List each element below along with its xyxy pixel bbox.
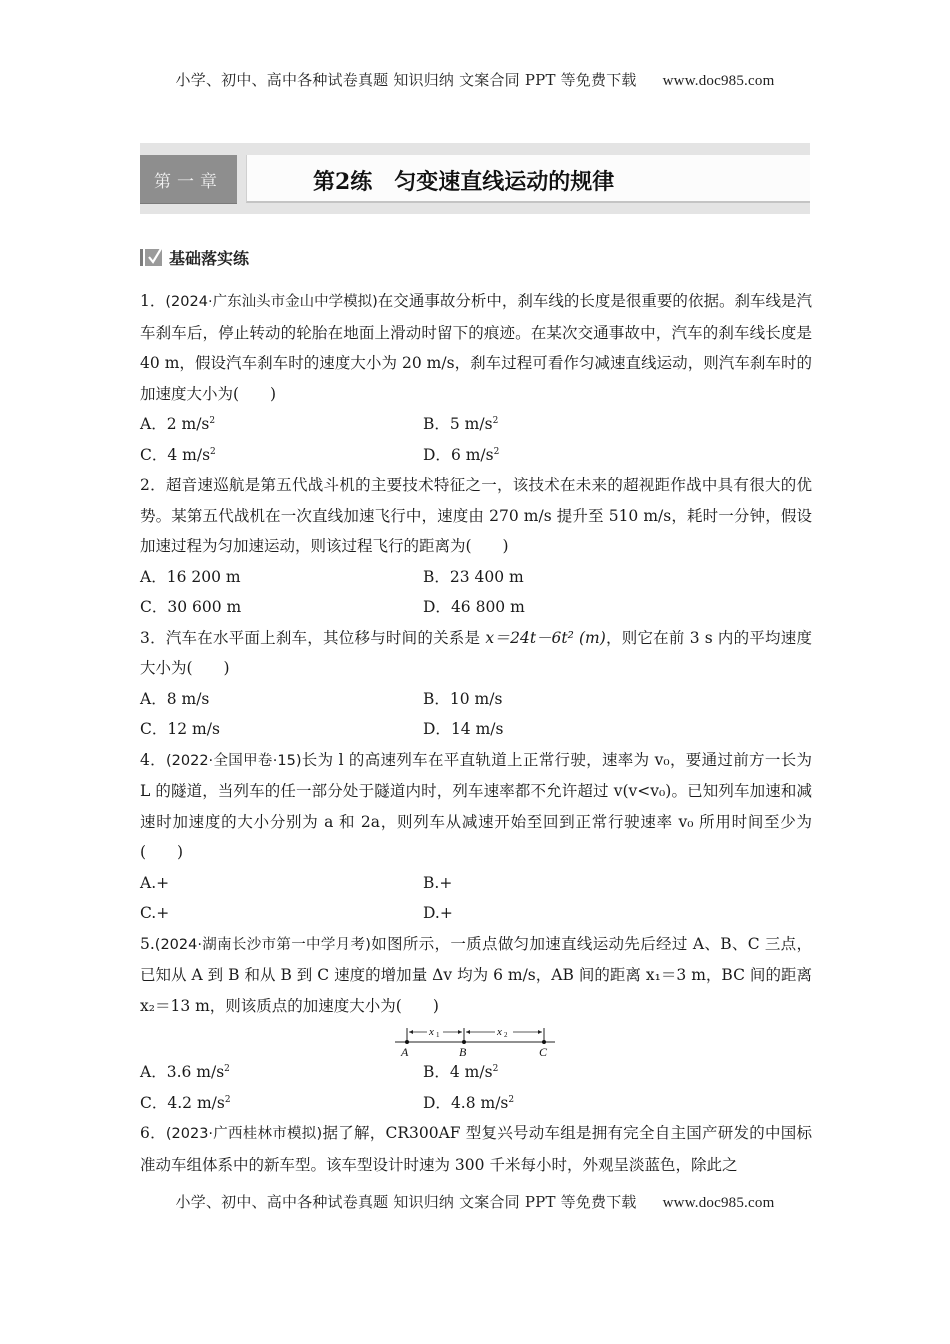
formula: x＝24t－6t² (m) [485,628,606,647]
option-b[interactable]: B．5 $m/s^2$ [423,415,499,433]
option-b[interactable]: B．4 $m/s^2$ [423,1063,499,1081]
question-text: 如图所示，一质点做匀加速直线运动先后经过 A、B、C 三点，已知从 A 到 B 和从 B 到 C 速度的增加量 Δv 均为 6 m/s，AB 间的距离 x₁＝3 m，BC 间的距离 x₂＝13 m，则该质点的加速度大小为( ) [140,934,812,1015]
question-source: (2022·全国甲卷·15) [166,752,302,769]
question-number: 1． [140,292,166,310]
question-number: 2． [140,476,166,494]
question-list [140,286,812,1180]
svg-text:A: A [401,1045,409,1059]
checkbox-check-icon [145,249,162,266]
chapter-label: 第一章 [140,155,237,204]
option-a[interactable]: A．2 $m/s^2$ [140,415,216,433]
watermark-header [0,69,950,90]
svg-text:2: 2 [504,1031,508,1039]
option-d[interactable]: D.+ [423,904,453,922]
question-stem [140,470,812,562]
page-title: 第2练 匀变速直线运动的规律 [313,169,615,195]
options [140,1057,812,1118]
question-stem [140,745,812,868]
motion-diagram [391,1022,561,1060]
question-6 [140,1118,812,1180]
options [140,868,812,929]
question-4 [140,745,812,929]
options [140,409,812,470]
question-3 [140,623,812,745]
question-number: 5. [140,934,155,953]
option-b[interactable]: B.+ [423,873,453,892]
question-text: 据了解，CR300AF 型复兴号动车组是拥有完全自主国产研发的中国标准动车组体系中的新车型。该车型设计时速为 300 千米每小时，外观呈淡蓝色，除此之 [140,1124,812,1174]
options [140,684,812,745]
option-a[interactable]: A.+ [140,873,170,892]
question-number: 4． [140,750,166,769]
watermark-text: 小学、初中、高中各种试卷真题 知识归纳 文案合同 PPT 等免费下载 [175,71,637,89]
option-c[interactable]: C．30 600 m [140,598,242,616]
question-number: 6． [140,1124,166,1142]
question-2 [140,470,812,623]
option-c[interactable]: C．4.2 $m/s^2$ [140,1093,231,1112]
option-d[interactable]: D．14 m/s [423,720,504,738]
watermark-url: www.doc985.com [662,73,775,89]
chapter-header-band [140,143,810,214]
section-title: 基础落实练 [169,248,250,268]
question-source: (2024·广东汕头市金山中学模拟) [165,294,378,310]
option-d[interactable]: D．4.8 $m/s^2$ [423,1093,515,1112]
question-stem [140,1118,812,1180]
watermark-url: www.doc985.com [662,1195,775,1211]
question-number: 3． [140,628,166,647]
svg-text:B: B [459,1045,467,1059]
question-5 [140,929,812,1119]
svg-text:C: C [539,1045,548,1059]
question-source: (2024·湖南长沙市第一中学月考) [154,936,371,953]
option-c[interactable]: C．12 m/s [140,720,220,738]
option-d[interactable]: D．6 $m/s^2$ [423,445,500,464]
svg-text:1: 1 [436,1031,440,1039]
option-b[interactable]: B．10 m/s [423,689,503,708]
question-stem [140,286,812,409]
title-box [246,155,810,203]
section-heading [140,243,249,271]
option-b[interactable]: B．23 400 m [423,567,524,586]
option-a[interactable]: A．3.6 $m/s^2$ [140,1063,230,1081]
option-c[interactable]: C.+ [140,904,170,922]
svg-text:x: x [497,1026,502,1038]
watermark-footer [0,1191,950,1212]
question-stem [140,929,812,1022]
question-text: 长为 l 的高速列车在平直轨道上正常行驶，速率为 v₀，要通过前方一长为 L 的隧道，当列车的任一部分处于隧道内时，列车速率都不允许超过 v(v<v₀)。已知列车加速和减速时加速度的大小分别为 a 和 2a，则列车从减速开始至回到正常行驶速率 v₀ 所用时间至少为( ) [140,750,812,861]
svg-text:x: x [429,1026,434,1038]
question-source: (2023·广西桂林市模拟) [165,1126,323,1142]
question-text: 在交通事故分析中，刹车线的长度是很重要的依据。刹车线是汽车刹车后，停止转动的轮胎在地面上滑动时留下的痕迹。在某次交通事故中，汽车的刹车线长度是 40 m，假设汽车刹车时的速度大小为 20 m/s，刹车过程可看作匀减速直线运动，则汽车刹车时的加速度大小为( ) [140,292,812,403]
question-text: 超音速巡航是第五代战斗机的主要技术特征之一，该技术在未来的超视距作战中具有很大的优势。某第五代战机在一次直线加速飞行中，速度由 270 m/s 提升至 510 m/s，耗时一分钟，假设加速过程为匀加速运动，则该过程飞行的距离为( ) [140,476,812,555]
option-a[interactable]: A．8 m/s [140,689,210,708]
watermark-text: 小学、初中、高中各种试卷真题 知识归纳 文案合同 PPT 等免费下载 [175,1193,637,1211]
option-c[interactable]: C．4 $m/s^2$ [140,445,216,464]
options [140,562,812,623]
abc-line-diagram [140,1021,812,1061]
question-stem: 3．汽车在水平面上刹车，其位移与时间的关系是 x＝24t－6t² (m)，则它在前 3 s 内的平均速度大小为( ) [140,628,812,677]
question-1 [140,286,812,470]
option-d[interactable]: D．46 800 m [423,598,525,616]
section-bar-decoration [140,249,143,266]
option-a[interactable]: A．16 200 m [140,567,241,586]
